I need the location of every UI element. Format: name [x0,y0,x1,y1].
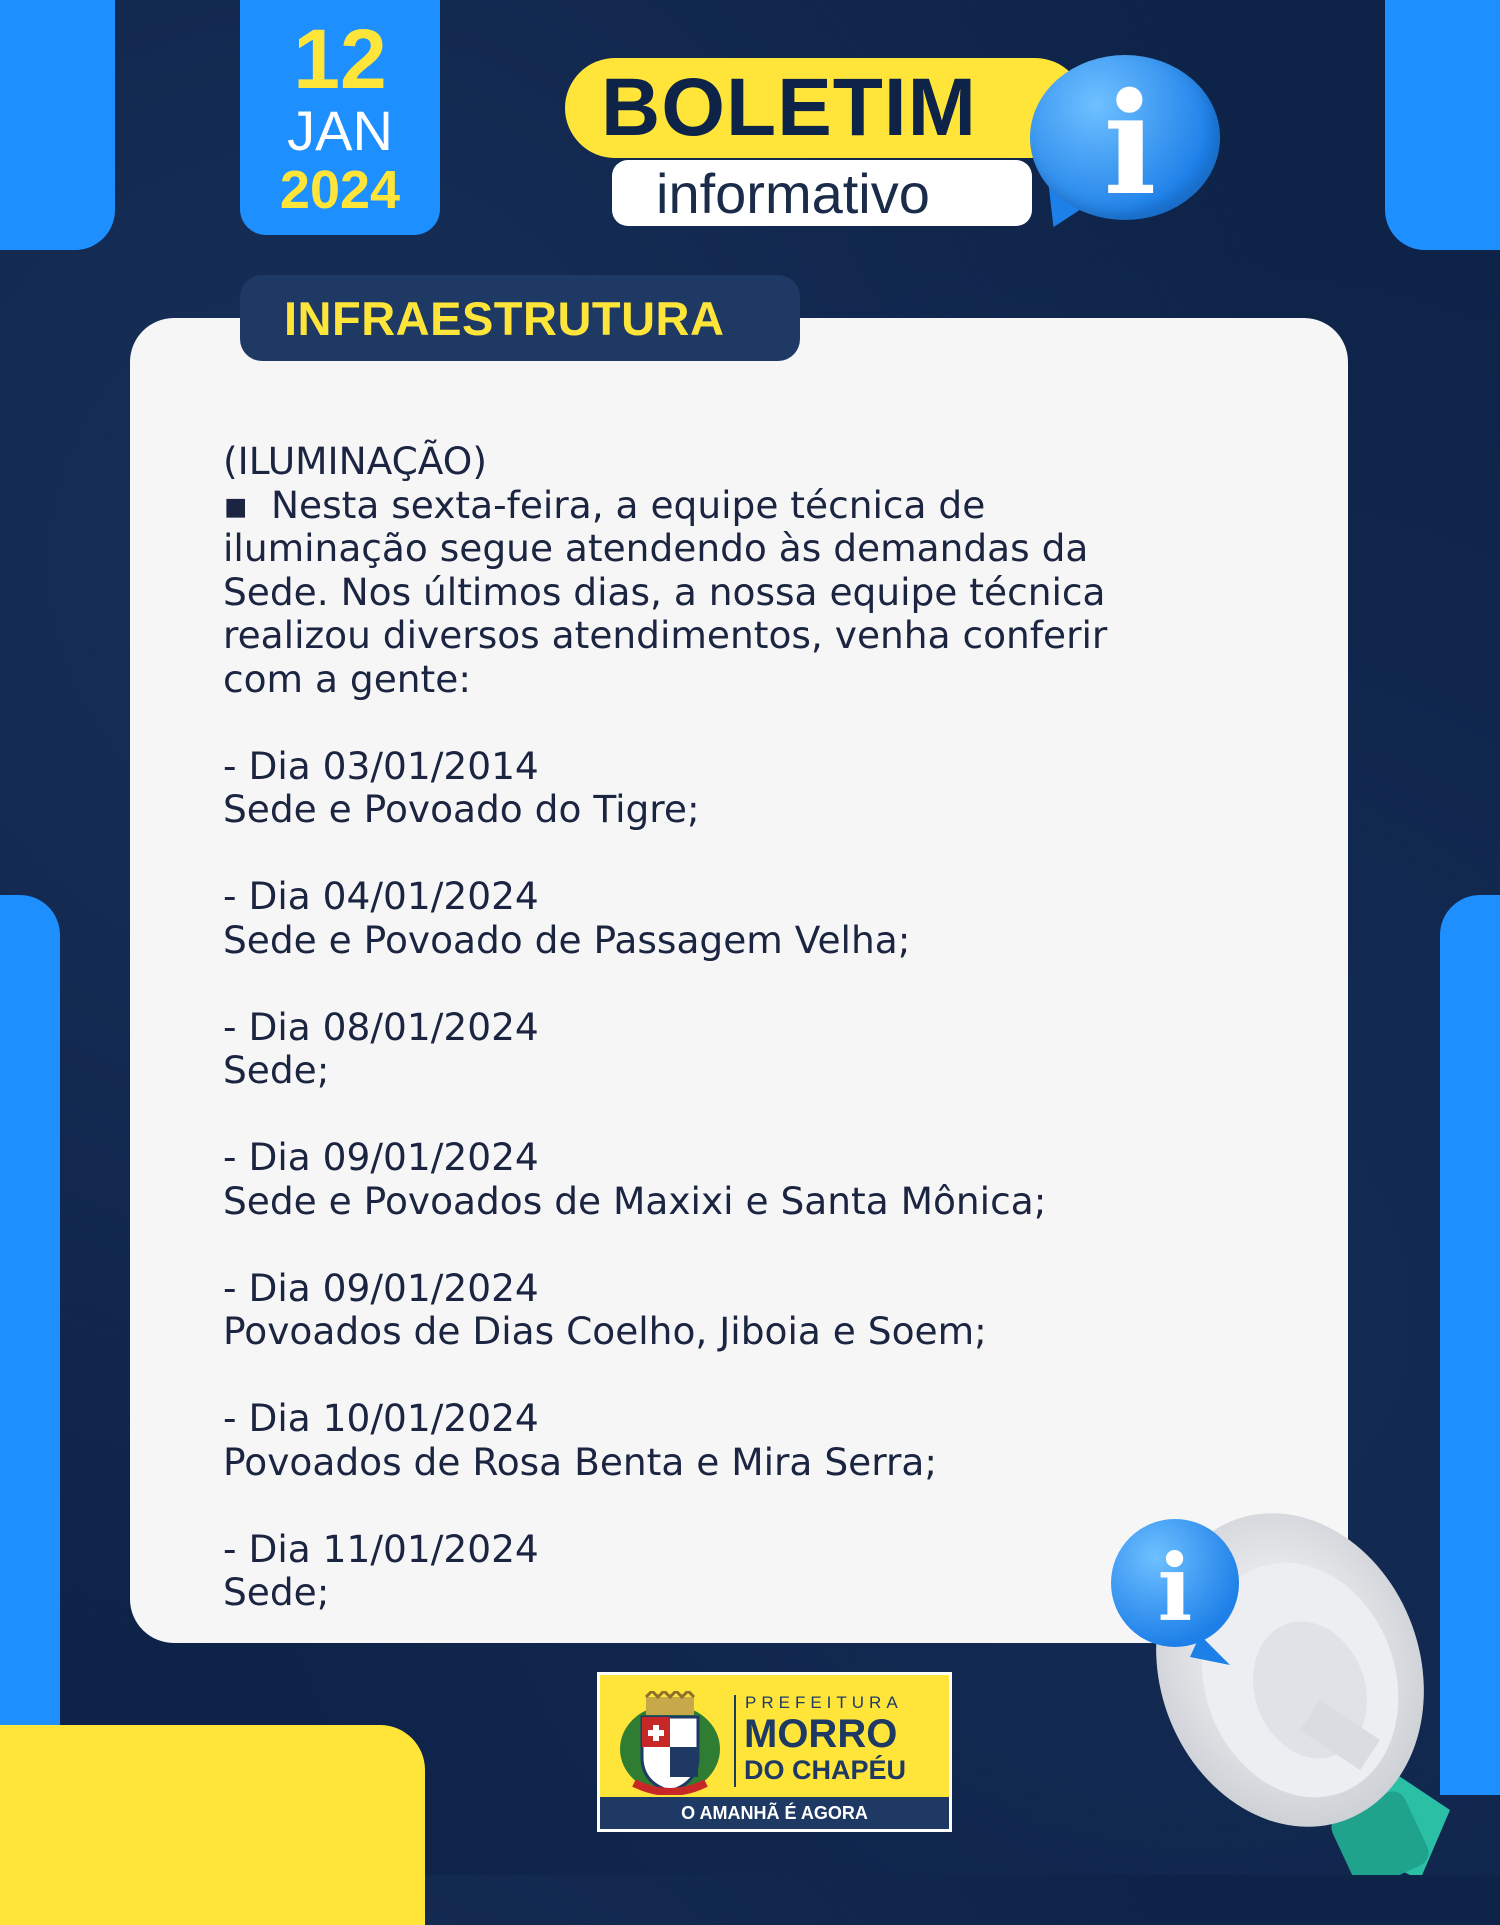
info-letter-icon: i [1103,63,1157,227]
decor-panel-mid-left [0,895,60,1795]
entry-date: - Dia 10/01/2024 [223,1396,539,1440]
bullet-icon: ▪ [223,482,249,527]
date-card [240,0,440,235]
list-item [223,875,1283,962]
date-year: 2024 [279,160,401,220]
list-item [223,1397,1283,1484]
intro-line: ▪ Nesta sexta-feira, a equipe técnica de [223,482,986,527]
entry-place: Sede; [223,1048,330,1092]
subtitle-banner [612,160,1032,226]
intro-line: Sede. Nos últimos dias, a nossa equipe técnica [223,569,1106,614]
crest-icon [616,1691,724,1795]
category-label: INFRAESTRUTURA [284,291,725,345]
entry-place: Povoados de Rosa Benta e Mira Serra; [223,1439,938,1484]
logo-slogan: O AMANHÃ É AGORA [681,1802,868,1823]
entry-date: - Dia 04/01/2024 [223,874,539,918]
date-month: JAN [287,99,393,162]
entry-place: Sede; [223,1570,330,1614]
entry-place: Sede e Povoados de Maxixi e Santa Mônica; [223,1178,1047,1223]
entry-place: Povoados de Dias Coelho, Jiboia e Soem; [223,1309,987,1353]
entry-date: - Dia 11/01/2024 [223,1526,539,1571]
list-item [223,1136,1283,1223]
prefeitura-logo [597,1672,952,1832]
decor-panel-bottom-left [0,1725,425,1925]
logo-slogan-bar [600,1797,949,1829]
title-banner [565,58,1085,158]
logo-name-line2: DO CHAPÉU [744,1755,907,1785]
logo-divider [734,1695,736,1787]
entry-date: - Dia 08/01/2024 [223,1004,539,1049]
entry-place: Sede e Povoado de Passagem Velha; [223,917,911,962]
intro-line: realizou diversos atendimentos, venha conferir [223,613,1108,657]
list-item [223,1267,1283,1354]
logo-prefix: PREFEITURA [745,1693,903,1712]
intro-line: iluminação segue atendendo às demandas da [223,526,1089,570]
entry-date: - Dia 09/01/2024 [223,1265,539,1310]
page-subtitle: informativo [656,161,930,225]
bulletin-body [223,440,1283,1615]
list-item [223,1006,1283,1093]
page-title: BOLETIM [601,62,977,153]
decor-panel-top-left [0,0,115,250]
logo-name-line1: MORRO [744,1712,898,1756]
date-day: 12 [293,12,387,106]
list-item [223,745,1283,832]
entry-date: - Dia 03/01/2014 [223,743,539,788]
category-badge [240,275,800,361]
entry-place: Sede e Povoado do Tigre; [223,787,700,831]
svg-text:i: i [1157,1534,1193,1642]
section-heading: (ILUMINAÇÃO) [223,439,487,483]
decor-panel-top-right [1385,0,1500,250]
intro-line: com a gente: [223,656,471,701]
megaphone-icon [1110,1500,1500,1875]
entry-date: - Dia 09/01/2024 [223,1135,539,1179]
